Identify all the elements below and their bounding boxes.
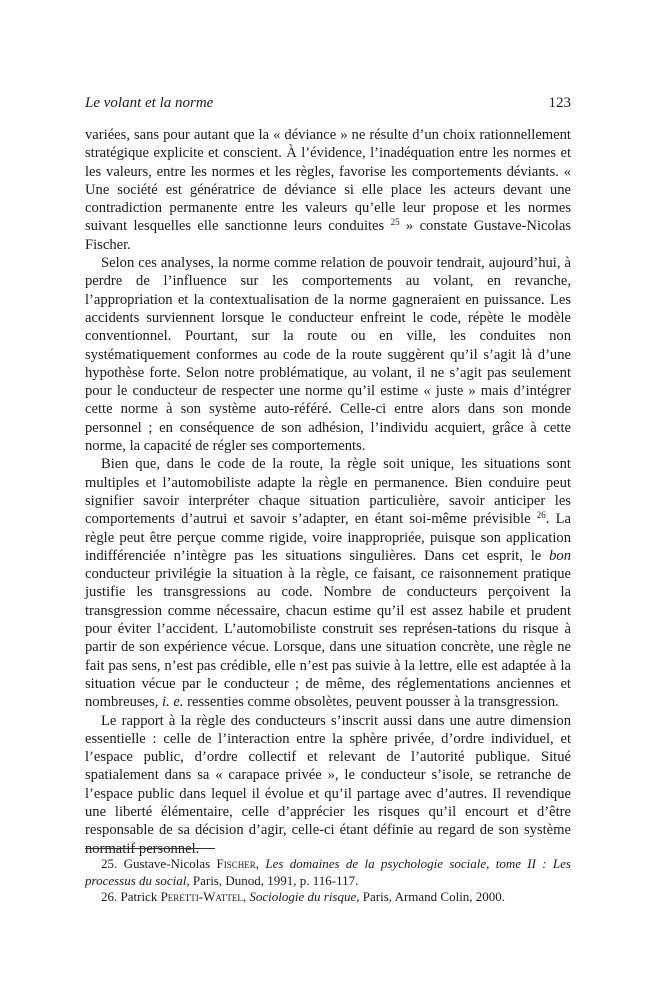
footnote-26-num: 26. Patrick [101, 889, 161, 904]
paragraph-4: Le rapport à la règle des conducteurs s’inscrit aussi dans une autre dimension essentielle : celle de l’interaction entre la sphère privée, d’ordre individuel, et l’espace public, d’ordre collectif et relevant de l’autorité publique. Situé spatialement dans sa « carapace privée », le conducteur s’isole, se retranche de l’espace public dans lequel il évolue et qu’il partage avec d’autres. Il revendique une liberté élémentaire, celle d’apprécier les risques qu’il encourt et d’être responsable de sa décision d’agir, celle-ci étant définie au regard de son système normatif personnel. [85, 712, 571, 857]
footnote-25 [85, 856, 571, 889]
footnote-25-title: Les domaines de la psychologie sociale, tome II : Les processus du social [85, 856, 571, 888]
paragraph-3-text-c: conducteur privilégie la situation à la règle, ce faisant, ce raisonnement pratique justifie les transgressions au code. Nombre de conducteurs perçoivent la transgression comme nécessaire, chacun estime qu’il est assez habile et prudent pour éviter l’accident. L’automobiliste construit ses représen-tations du risque à partir de son expérience vécue. Lorsque, dans une situation concrète, une règle ne fait pas sens, n’est pas crédible, elle n’est pas suivie à la lettre, elle est adaptée à la situation vécue par le conducteur ; de même, des réglementations anciennes et nombreuses, [85, 566, 571, 711]
emphasis-bon: bon [549, 547, 571, 564]
footnote-26-sep: , [242, 889, 250, 904]
paragraph-3 [85, 455, 571, 711]
paragraph-1-text-b: » constate Gustave-Nicolas Fischer. [85, 218, 571, 253]
footnotes [85, 856, 571, 906]
footnote-26-rest: , Paris, Armand Colin, 2000. [356, 889, 506, 904]
footnote-25-rest: , Paris, Dunod, 1991, p. 116-117. [186, 872, 359, 888]
footnote-ref-25: 25 [390, 217, 400, 228]
footnote-25-author: Fischer [216, 856, 256, 871]
footnote-26-author: Peretti-Wattel [160, 889, 243, 904]
paragraph-3-text-d: ressenties comme obsolètes, peuvent pousser à la transgression. [183, 694, 559, 711]
footnote-ref-26: 26 [536, 510, 546, 521]
emphasis-ie: i. e. [162, 694, 184, 711]
paragraph-3-text-b: . La règle peut être perçue comme rigide, voire inappropriée, puisque son application indifférenciée n’intègre pas les situations singulières. Dans cet esprit, le [85, 511, 571, 564]
footnote-26 [85, 889, 571, 906]
footnote-25-num: 25. Gustave-Nicolas [101, 856, 217, 871]
paragraph-2: Selon ces analyses, la norme comme relation de pouvoir tendrait, aujourd’hui, à perdre de l’influence sur les comportements au volant, en revanche, l’appropriation et la contextualisation de la norme gagneraient en puissance. Les accidents surviennent lorsque le conducteur enfreint le code, répète le modèle conventionnel. Pourtant, sur la route ou en ville, les conduites non systématiquement conformes au code de la route suggèrent qu’il s’agit là d’une hypothèse forte. Selon notre problématique, au volant, il ne s’agit pas seulement pour le conducteur de respecter une norme qu’il estime « juste » mais d’intégrer cette norme à son système auto-référé. Celle-ci entre alors dans son monde personnel ; en conséquence de son adhésion, l’individu acquiert, grâce à cette norme, la capacité de régler ses comportements. [85, 255, 571, 455]
paragraph-1 [85, 126, 571, 254]
paragraph-3-text-a: Bien que, dans le code de la route, la règle soit unique, les situations sont multiples et l’automobiliste adapte la règle en permanence. Bien conduire peut signifier savoir interpréter chaque situation particulière, savoir anticiper les comportements d’autrui et savoir s’adapter, en étant soi-même prévisible [85, 456, 571, 528]
paragraph-1-text-a: variées, sans pour autant que la « déviance » ne résulte d’un choix rationnellement stratégique explicite et conscient. À l’évidence, l’inadéquation entre les normes et les valeurs, entre les normes et les règles, favorise les comportements déviants. « Une société est génératrice de déviance si elle place les acteurs devant une contradiction permanente entre les valeurs qu’elle leur propose et les normes suivant lesquelles elle sanctionne leurs conduites [85, 127, 571, 235]
footnote-26-title: Sociologie du risque [249, 889, 357, 904]
body-text [85, 126, 571, 858]
page-number: 123 [548, 95, 571, 111]
footnote-separator [85, 848, 215, 849]
footnote-25-sep: , [255, 856, 266, 871]
running-title: Le volant et la norme [85, 95, 214, 111]
